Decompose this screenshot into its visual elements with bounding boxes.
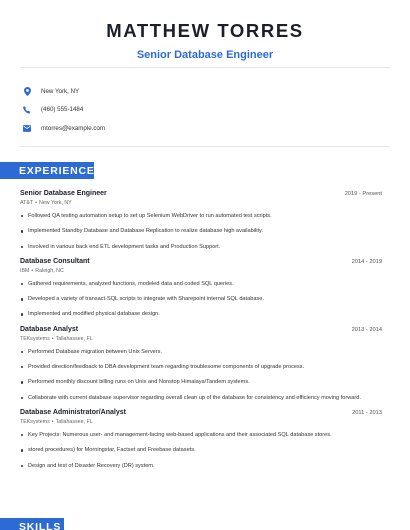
contact-list: [22, 82, 390, 138]
job-bullet: Implemented Standby Database and Database Replication to realize database high availability.: [20, 227, 382, 235]
email-icon: [22, 123, 32, 133]
job-company: TEKsystems: [20, 335, 50, 342]
job-title: Senior Database Engineer: [20, 190, 107, 197]
job-bullet: Followed QA testing automation setup to set up Selenium WebDriver to run automated test scripts.: [20, 212, 382, 220]
job-entry: [20, 326, 382, 402]
separator-dot: •: [31, 267, 34, 274]
experience-heading: EXPERIENCE: [0, 162, 94, 179]
job-bullet: Gathered requirements, analyzed functions, modeled data and coded SQL queries.: [20, 280, 382, 288]
job-bullet: Key Projects: Numerous user- and management-facing web-based applications and their associated SQL database stores.: [20, 431, 382, 439]
job-entry: [20, 409, 382, 470]
separator-dot: •: [35, 200, 38, 206]
job-location: Tallahassee, FL: [55, 418, 93, 425]
job-title: Database Analyst: [20, 325, 79, 333]
job-dates: 2014 - 2019: [351, 258, 382, 265]
job-bullet: Provided direction/feedback to DBA development team regarding troublesome components of upgrade process.: [20, 363, 382, 371]
contact-email[interactable]: [22, 119, 390, 138]
job-dates: 2013 - 2014: [351, 326, 382, 333]
job-company: IBM: [20, 267, 30, 274]
contact-divider: [20, 146, 390, 147]
job-bullet: stored procedures) for Morningstar, Factset and Freebase datasets.: [20, 446, 382, 454]
job-entry: [20, 190, 382, 251]
skills-heading: SKILLS: [0, 518, 64, 530]
contact-phone-text: (460) 555-1484: [41, 106, 84, 114]
candidate-name: MATTHEW TORRES: [106, 20, 304, 41]
job-bullet: Developed a variety of transact-SQL scripts to integrate with Sharepoint internal SQL database.: [20, 295, 382, 303]
separator-dot: •: [51, 335, 54, 342]
job-location: New York, NY: [39, 200, 72, 206]
job-company-line: [20, 336, 382, 342]
separator-dot: •: [51, 418, 54, 425]
resume-header: [0, 0, 410, 61]
job-dates: 2019 - Present: [344, 191, 382, 197]
job-bullet: Collaborate with current database supervisor regarding overall clean up of the database for consistency and efficiency moving forward.: [20, 394, 382, 402]
job-bullets: [20, 348, 382, 402]
job-bullet: Performed Database migration between Unix Servers.: [20, 348, 382, 356]
experience-list: [20, 190, 382, 477]
job-company-line: [20, 268, 382, 274]
contact-location: [22, 82, 390, 101]
phone-icon: [22, 105, 32, 115]
contact-location-text: New York, NY: [41, 87, 80, 95]
job-location: Raleigh, NC: [35, 267, 64, 274]
job-location: Tallahassee, FL: [55, 335, 93, 342]
job-company-line: [20, 419, 382, 425]
job-bullet: Design and test of Disaster Recovery (DR) system.: [20, 462, 382, 470]
contact-phone: [22, 101, 390, 120]
job-company: AT&T: [20, 200, 34, 206]
job-bullets: [20, 280, 382, 319]
job-title: Database Administrator/Analyst: [20, 408, 126, 416]
job-bullets: [20, 212, 382, 251]
job-title: Database Consultant: [20, 257, 90, 265]
job-company: TEKsystems: [20, 418, 50, 425]
job-bullet: Performed monthly discount billing runs on Unix and Nonstop Himalaya/Tandem systems.: [20, 378, 382, 386]
job-bullet: Involved in various back end ETL development tasks and Production Support.: [20, 243, 382, 251]
job-company-line: [20, 200, 382, 206]
job-dates: 2011 - 2013: [352, 409, 382, 416]
job-bullet: Implemented and modified physical database design.: [20, 310, 382, 318]
job-entry: [20, 258, 382, 319]
job-bullets: [20, 431, 382, 470]
contact-email-text[interactable]: mtorres@example.com: [41, 124, 106, 132]
location-pin-icon: [22, 86, 32, 96]
candidate-role: Senior Database Engineer: [136, 48, 274, 61]
header-divider: [20, 67, 390, 68]
